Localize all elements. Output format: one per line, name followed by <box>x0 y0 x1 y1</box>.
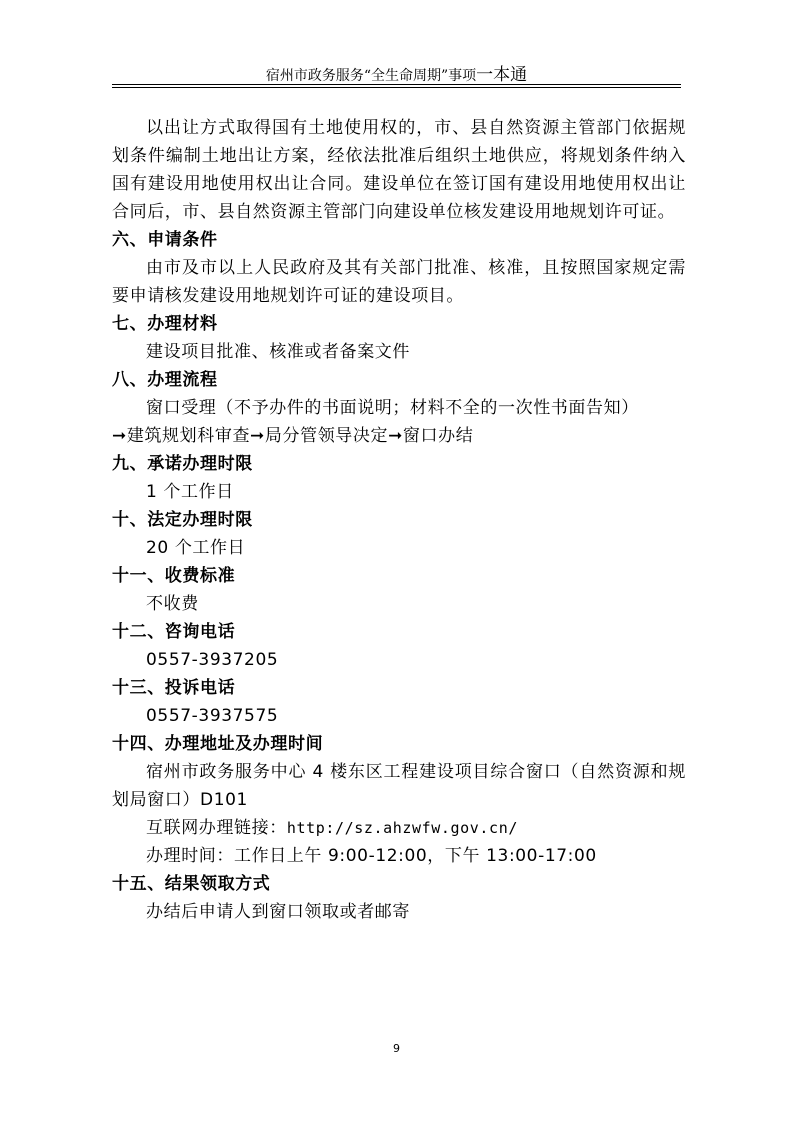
header-title: 宿州市政务服务“全生命周期”事项 <box>265 68 477 84</box>
section-heading-consult-phone: 十二、咨询电话 <box>112 622 236 642</box>
section-heading-application-conditions: 六、申请条件 <box>112 230 218 250</box>
header-divider-secondary <box>112 87 681 88</box>
result-collection-text: 办结后申请人到窗口领取或者邮寄 <box>146 902 410 922</box>
section-heading-process: 八、办理流程 <box>112 370 218 390</box>
page-header <box>0 60 793 85</box>
intro-paragraph: 以出让方式取得国有土地使用权的，市、县自然资源主管部门依据规划条件编制土地出让方案，经依法批准后组织土地供应，将规划条件纳入国有建设用地使用权出让合同。建设单位在签订国有建设用地使用权出让合同后，市、县自然资源主管部门向建设单位核发建设用地规划许可证。 <box>112 118 686 222</box>
page-number: 9 <box>393 1042 400 1055</box>
application-conditions-text: 由市及市以上人民政府及其有关部门批准、核准，且按照国家规定需要申请核发建设用地规划许可证的建设项目。 <box>112 258 686 306</box>
section-heading-materials: 七、办理材料 <box>112 314 218 334</box>
fees-value: 不收费 <box>146 594 199 614</box>
online-link-label: 互联网办理链接： <box>146 818 287 838</box>
section-heading-address-hours: 十四、办理地址及办理时间 <box>112 734 324 754</box>
section-heading-complaint-phone: 十三、投诉电话 <box>112 678 236 698</box>
legal-time-value: 20 个工作日 <box>146 538 246 558</box>
online-link[interactable]: http://sz.ahzwfw.gov.cn/ <box>286 819 518 837</box>
header-divider <box>112 84 681 85</box>
process-line-1: 窗口受理（不予办件的书面说明；材料不全的一次性书面告知） <box>146 398 639 418</box>
complaint-phone-value: 0557-3937575 <box>146 706 279 726</box>
process-line-2: ➞建筑规划科审查➞局分管领导决定➞窗口办结 <box>112 426 474 446</box>
address-text: 宿州市政务服务中心 4 楼东区工程建设项目综合窗口（自然资源和规划局窗口）D101 <box>112 762 686 810</box>
materials-text: 建设项目批准、核准或者备案文件 <box>146 342 410 362</box>
section-heading-promised-time: 九、承诺办理时限 <box>112 454 253 474</box>
section-heading-result-collection: 十五、结果领取方式 <box>112 874 271 894</box>
section-heading-legal-time: 十、法定办理时限 <box>112 510 253 530</box>
document-body <box>112 114 686 926</box>
office-hours-text: 办理时间：工作日上午 9:00-12:00，下午 13:00-17:00 <box>146 846 597 866</box>
online-link-row <box>112 814 686 842</box>
consult-phone-value: 0557-3937205 <box>146 650 279 670</box>
promised-time-value: 1 个工作日 <box>146 482 234 502</box>
section-heading-fees: 十一、收费标准 <box>112 566 236 586</box>
header-title-suffix: 一本通 <box>476 65 528 85</box>
